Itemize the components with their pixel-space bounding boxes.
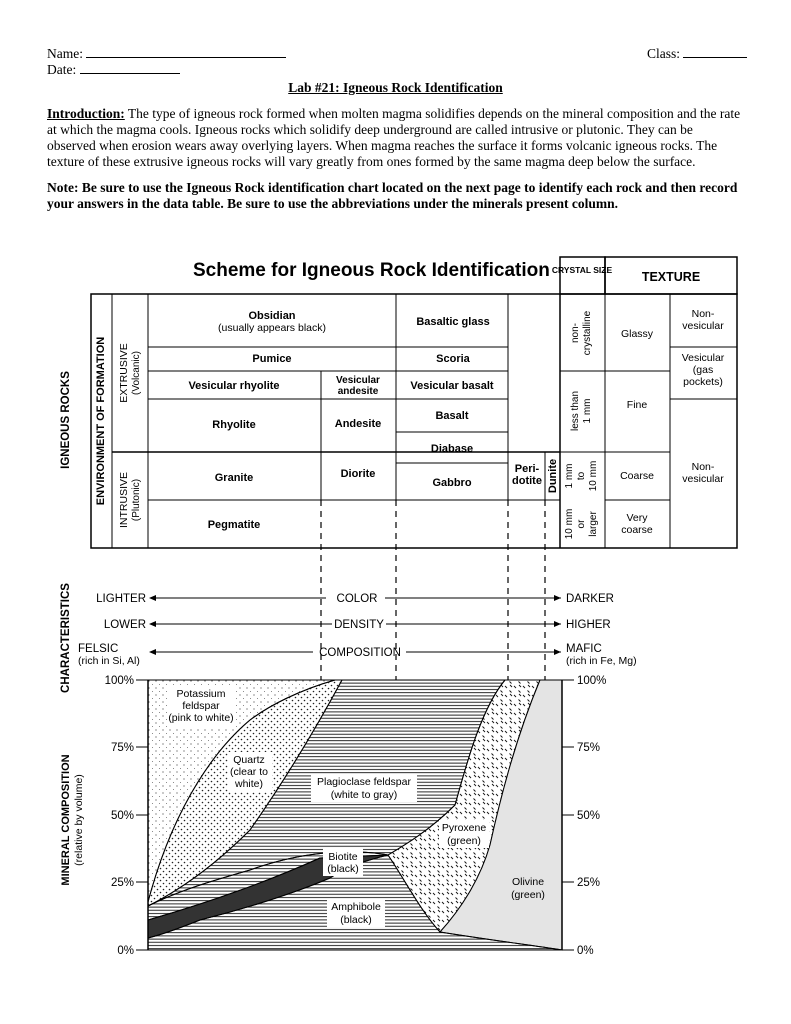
label-potassium-3: (pink to white) [168, 712, 234, 724]
char-lower: LOWER [103, 619, 146, 631]
texture-very-coarse-1: Very [626, 512, 648, 524]
label-biotite-1: Biotite [328, 851, 358, 863]
tick-right-75: 75% [577, 742, 601, 754]
texture-vesicular-2: (gas [692, 364, 714, 376]
texture-nonvesicular-1: Non- [691, 308, 715, 320]
rock-obsidian: Obsidian [248, 310, 296, 322]
label-olivine-1: Olivine [511, 876, 545, 888]
rock-rhyolite: Rhyolite [212, 419, 256, 431]
size-glassy-2: crystalline [582, 310, 593, 356]
texture-coarse: Coarse [620, 470, 654, 482]
size-coarse-1: 1 mm [564, 463, 575, 489]
char-higher: HIGHER [566, 619, 611, 631]
label-potassium-1: Potassium [176, 688, 226, 700]
rock-vesicular-rhyolite: Vesicular rhyolite [188, 380, 280, 392]
tick-left-100: 100% [104, 675, 134, 687]
label-plagioclase-1: Plagioclase feldspar [317, 776, 411, 788]
rock-andesite: Andesite [334, 418, 382, 430]
texture-nonvesicular-coarse-1: Non- [691, 461, 715, 473]
extrusive-label: EXTRUSIVE [118, 343, 130, 403]
rock-basaltic-glass: Basaltic glass [416, 316, 490, 328]
char-composition: COMPOSITION [319, 647, 401, 659]
label-potassium-2: feldspar [182, 700, 220, 712]
tick-left-50: 50% [110, 810, 134, 822]
tick-left-75: 75% [110, 742, 134, 754]
texture-vesicular-1: Vesicular [681, 352, 725, 364]
char-mafic: MAFIC [566, 643, 602, 655]
rock-scoria: Scoria [436, 353, 470, 365]
intro-text: The type of igneous rock formed when molten magma solidifies depends on the mineral composition and the rate at which the magma cools. Igneous rocks which solidify deep underground are called intrusive or plutonic. They can be observed when erosion wears away overlying layers. When magma reaches the surface it forms volcanic igneous rocks. The texture of these extrusive igneous rocks will vary greatly from ones formed by the same magma deep below the surface. [47, 106, 741, 169]
class-label: Class: [647, 46, 681, 61]
char-felsic-note: (rich in Si, Al) [78, 655, 140, 667]
rock-diabase: Diabase [430, 443, 474, 455]
label-plagioclase-2: (white to gray) [330, 789, 398, 801]
size-glassy-1: non- [570, 322, 581, 344]
size-coarse-3: 10 mm [588, 460, 599, 492]
plutonic-label: (Plutonic) [131, 478, 142, 522]
rock-peridotite-1: Peri- [514, 463, 540, 475]
char-lighter: LIGHTER [96, 593, 146, 605]
char-mafic-note: (rich in Fe, Mg) [566, 655, 637, 667]
tick-right-100: 100% [577, 675, 607, 687]
intro-heading: Introduction: [47, 106, 125, 121]
label-amphibole-1: Amphibole [331, 901, 381, 913]
volcanic-label: (Volcanic) [131, 351, 142, 395]
tick-right-50: 50% [577, 810, 601, 822]
label-pyroxene-2: (green) [447, 835, 481, 847]
texture-fine: Fine [626, 399, 648, 411]
tick-left-0: 0% [117, 945, 134, 957]
rock-pegmatite: Pegmatite [207, 519, 261, 531]
scheme-title: Scheme for Igneous Rock Identification [193, 260, 550, 281]
tick-left-25: 25% [110, 877, 134, 889]
tick-right-25: 25% [577, 877, 601, 889]
characteristics-label: CHARACTERISTICS [60, 583, 72, 693]
rock-vesicular-basalt: Vesicular basalt [410, 380, 494, 392]
tick-right-0: 0% [577, 945, 594, 957]
page-title: Lab #21: Igneous Rock Identification [288, 80, 503, 95]
rock-vesicular-andesite-1: Vesicular [336, 375, 380, 386]
texture-glassy: Glassy [620, 328, 654, 340]
texture-vesicular-3: pockets) [683, 376, 723, 388]
size-coarse-2: to [576, 471, 587, 481]
label-quartz-1: Quartz [233, 754, 265, 766]
igneous-rocks-label: IGNEOUS ROCKS [60, 371, 72, 469]
rock-obsidian-note: (usually appears black) [218, 322, 326, 334]
size-very-coarse-2: or [576, 519, 587, 529]
label-biotite-2: (black) [327, 863, 359, 875]
rock-pumice: Pumice [252, 353, 292, 365]
texture-nonvesicular-2: vesicular [682, 320, 724, 332]
rock-basalt: Basalt [435, 410, 469, 422]
char-density: DENSITY [334, 619, 384, 631]
environment-label: ENVIRONMENT OF FORMATION [95, 336, 107, 506]
mineral-axis-label-2: (relative by volume) [73, 774, 85, 866]
texture-nonvesicular-coarse-2: vesicular [682, 473, 724, 485]
label-pyroxene-1: Pyroxene [441, 822, 487, 834]
rock-dunite: Dunite [547, 458, 559, 494]
texture-very-coarse-2: coarse [621, 524, 653, 536]
label-quartz-3: white) [234, 778, 264, 790]
texture-header: TEXTURE [641, 270, 701, 284]
char-color: COLOR [336, 593, 378, 605]
size-very-coarse-1: 10 mm [564, 508, 575, 540]
date-label: Date: [47, 62, 77, 77]
intrusive-label: INTRUSIVE [118, 471, 130, 529]
char-felsic: FELSIC [78, 643, 119, 655]
rock-granite: Granite [214, 472, 254, 484]
label-amphibole-2: (black) [340, 914, 372, 926]
note-text: Note: Be sure to use the Igneous Rock identification chart located on the next page to identify each rock and then record your answers in the data table. Be sure to use the abbreviations under the minerals present column. [47, 180, 738, 211]
size-fine-2: 1 mm [582, 398, 593, 424]
rock-gabbro: Gabbro [432, 477, 472, 489]
char-darker: DARKER [566, 593, 614, 605]
size-fine-1: less than [570, 390, 581, 432]
crystal-size-header: CRYSTAL SIZE [551, 265, 613, 275]
size-very-coarse-3: larger [588, 511, 599, 537]
name-label: Name: [47, 46, 83, 61]
rock-vesicular-andesite-2: andesite [337, 386, 379, 397]
rock-peridotite-2: dotite [512, 475, 542, 487]
mineral-axis-label-1: MINERAL COMPOSITION [60, 754, 72, 886]
label-olivine-2: (green) [511, 889, 545, 901]
rock-diorite: Diorite [340, 468, 376, 480]
characteristics-rows [78, 593, 637, 667]
label-quartz-2: (clear to [230, 766, 268, 778]
